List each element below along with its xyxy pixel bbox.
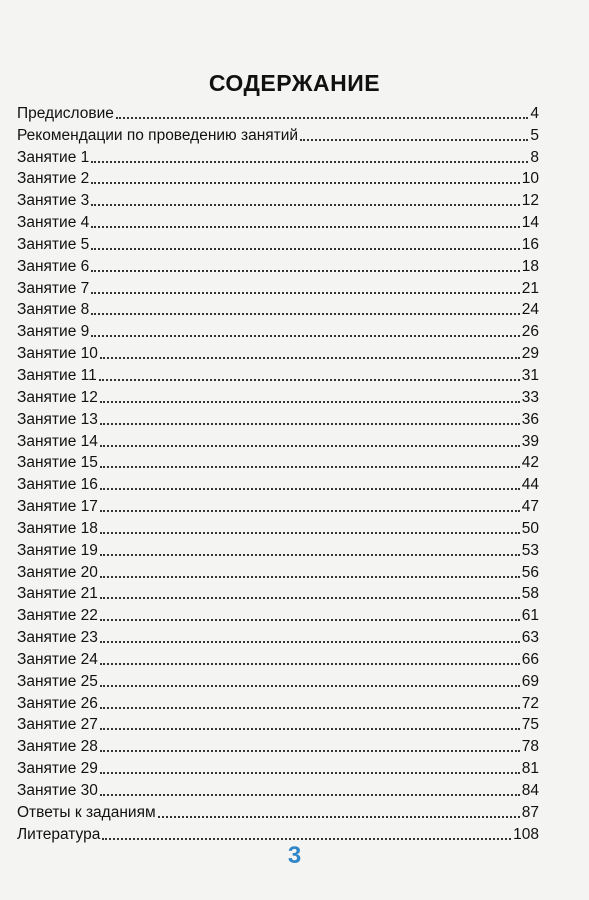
toc-entry-page: 72 [521, 694, 539, 712]
toc-entry-page: 29 [521, 345, 539, 363]
toc-entry-page: 44 [521, 476, 539, 494]
dot-leader [100, 750, 520, 752]
toc-entry [17, 669, 539, 691]
toc-entry [17, 822, 539, 844]
toc-entry-label: Занятие 5 [17, 235, 90, 253]
dot-leader [99, 379, 520, 381]
dot-leader [100, 576, 520, 578]
toc-entry [17, 560, 539, 582]
dot-leader [300, 139, 528, 141]
toc-entry [17, 625, 539, 647]
dot-leader [100, 423, 520, 425]
dot-leader [100, 685, 520, 687]
toc-entry-page: 69 [521, 672, 539, 690]
dot-leader [91, 182, 520, 184]
toc-entry-page: 42 [521, 454, 539, 472]
dot-leader [91, 292, 520, 294]
toc-entry-label: Занятие 29 [17, 760, 98, 778]
toc-entry [17, 319, 539, 341]
toc-entry-page: 8 [530, 148, 539, 166]
toc-entry-label: Занятие 20 [17, 563, 98, 581]
dot-leader [100, 488, 520, 490]
toc-entry-page: 12 [521, 192, 539, 210]
dot-leader [100, 445, 520, 447]
page-number: 3 [287, 842, 302, 869]
toc-entry-label: Занятие 7 [17, 279, 90, 297]
toc-entry-page: 18 [521, 257, 539, 275]
toc-entry-page: 16 [521, 235, 539, 253]
dot-leader [91, 248, 520, 250]
toc-entry-label: Занятие 15 [17, 454, 98, 472]
dot-leader [100, 728, 520, 730]
toc-entry-label: Занятие 12 [17, 388, 98, 406]
toc-entry-page: 33 [521, 388, 539, 406]
toc-entry-page: 53 [521, 541, 539, 559]
toc-entry [17, 232, 539, 254]
toc-entry-page: 87 [521, 803, 539, 821]
toc-entry [17, 800, 539, 822]
toc-entry-label: Рекомендации по проведению занятий [17, 126, 299, 144]
toc-entry-label: Ответы к заданиям [17, 803, 156, 821]
toc-entry-page: 21 [521, 279, 539, 297]
toc-entry-label: Занятие 3 [17, 192, 90, 210]
toc-entry-label: Занятие 1 [17, 148, 90, 166]
toc-entry-page: 36 [521, 410, 539, 428]
toc-entry-label: Предисловие [17, 104, 114, 122]
toc-entry-label: Занятие 27 [17, 716, 98, 734]
toc-entry-label: Занятие 13 [17, 410, 98, 428]
dot-leader [100, 597, 520, 599]
dot-leader [100, 707, 520, 709]
dot-leader [91, 161, 528, 163]
toc-entry [17, 582, 539, 604]
toc-entry-label: Занятие 24 [17, 650, 98, 668]
toc-entry-page: 39 [521, 432, 539, 450]
toc-entry [17, 276, 539, 298]
toc-entry [17, 210, 539, 232]
dot-leader [91, 270, 520, 272]
toc-entry-label: Занятие 10 [17, 345, 98, 363]
toc-entry [17, 254, 539, 276]
toc-entry-label: Занятие 21 [17, 585, 98, 603]
toc-entry [17, 472, 539, 494]
dot-leader [91, 335, 520, 337]
toc-entry-label: Занятие 4 [17, 214, 90, 232]
toc-entry [17, 494, 539, 516]
toc-entry-label: Занятие 16 [17, 476, 98, 494]
toc-entry-label: Занятие 18 [17, 519, 98, 537]
toc-entry [17, 385, 539, 407]
toc-entry-page: 66 [521, 650, 539, 668]
toc-entry-label: Занятие 26 [17, 694, 98, 712]
dot-leader [102, 838, 511, 840]
dot-leader [100, 641, 520, 643]
toc-entry-page: 78 [521, 738, 539, 756]
toc-entry-label: Занятие 14 [17, 432, 98, 450]
dot-leader [100, 401, 520, 403]
toc-entry [17, 101, 539, 123]
toc-entry [17, 341, 539, 363]
dot-leader [100, 510, 520, 512]
toc-entry-page: 50 [521, 519, 539, 537]
toc-entry [17, 451, 539, 473]
toc-entry-label: Занятие 25 [17, 672, 98, 690]
dot-leader [100, 619, 520, 621]
toc-entry-page: 24 [521, 301, 539, 319]
toc-entry [17, 691, 539, 713]
toc-entry-label: Литература [17, 825, 101, 843]
toc-entry [17, 603, 539, 625]
toc-entry-page: 63 [521, 629, 539, 647]
toc-entry-page: 47 [521, 498, 539, 516]
dot-leader [100, 357, 520, 359]
toc-entry [17, 538, 539, 560]
toc-entry-page: 14 [521, 214, 539, 232]
toc-entry-label: Занятие 6 [17, 257, 90, 275]
toc-entry-page: 26 [521, 323, 539, 341]
toc-entry [17, 756, 539, 778]
toc-entry [17, 123, 539, 145]
toc-entry [17, 778, 539, 800]
toc-entry-label: Занятие 28 [17, 738, 98, 756]
toc-entry-label: Занятие 2 [17, 170, 90, 188]
page-title: СОДЕРЖАНИЕ [208, 70, 381, 96]
dot-leader [100, 663, 520, 665]
dot-leader [116, 117, 529, 119]
toc-entry [17, 647, 539, 669]
dot-leader [91, 226, 520, 228]
dot-leader [100, 772, 520, 774]
toc-entry-label: Занятие 8 [17, 301, 90, 319]
toc-entry [17, 298, 539, 320]
table-of-contents [17, 101, 539, 844]
toc-entry-page: 5 [530, 126, 539, 144]
toc-entry-label: Занятие 9 [17, 323, 90, 341]
toc-entry-page: 108 [513, 825, 539, 843]
toc-entry-page: 4 [530, 104, 539, 122]
toc-entry-label: Занятие 23 [17, 629, 98, 647]
dot-leader [91, 204, 520, 206]
toc-entry-label: Занятие 22 [17, 607, 98, 625]
toc-entry-page: 61 [521, 607, 539, 625]
dot-leader [158, 816, 520, 818]
toc-entry-page: 56 [521, 563, 539, 581]
toc-entry [17, 167, 539, 189]
toc-entry-page: 81 [521, 760, 539, 778]
dot-leader [91, 313, 520, 315]
dot-leader [100, 794, 520, 796]
toc-entry-label: Занятие 11 [17, 366, 97, 384]
toc-entry [17, 734, 539, 756]
toc-entry-label: Занятие 19 [17, 541, 98, 559]
toc-entry-page: 10 [521, 170, 539, 188]
toc-entry-page: 31 [521, 366, 539, 384]
toc-entry-label: Занятие 30 [17, 782, 98, 799]
toc-entry [17, 429, 539, 451]
dot-leader [100, 466, 520, 468]
dot-leader [100, 554, 520, 556]
toc-entry-label: Занятие 17 [17, 498, 98, 516]
toc-entry-page: 84 [521, 782, 539, 799]
toc-entry [17, 363, 539, 385]
toc-entry [17, 516, 539, 538]
toc-entry [17, 145, 539, 167]
toc-entry [17, 713, 539, 735]
dot-leader [100, 532, 520, 534]
toc-entry [17, 407, 539, 429]
toc-entry [17, 188, 539, 210]
toc-entry-page: 75 [521, 716, 539, 734]
toc-entry-page: 58 [521, 585, 539, 603]
